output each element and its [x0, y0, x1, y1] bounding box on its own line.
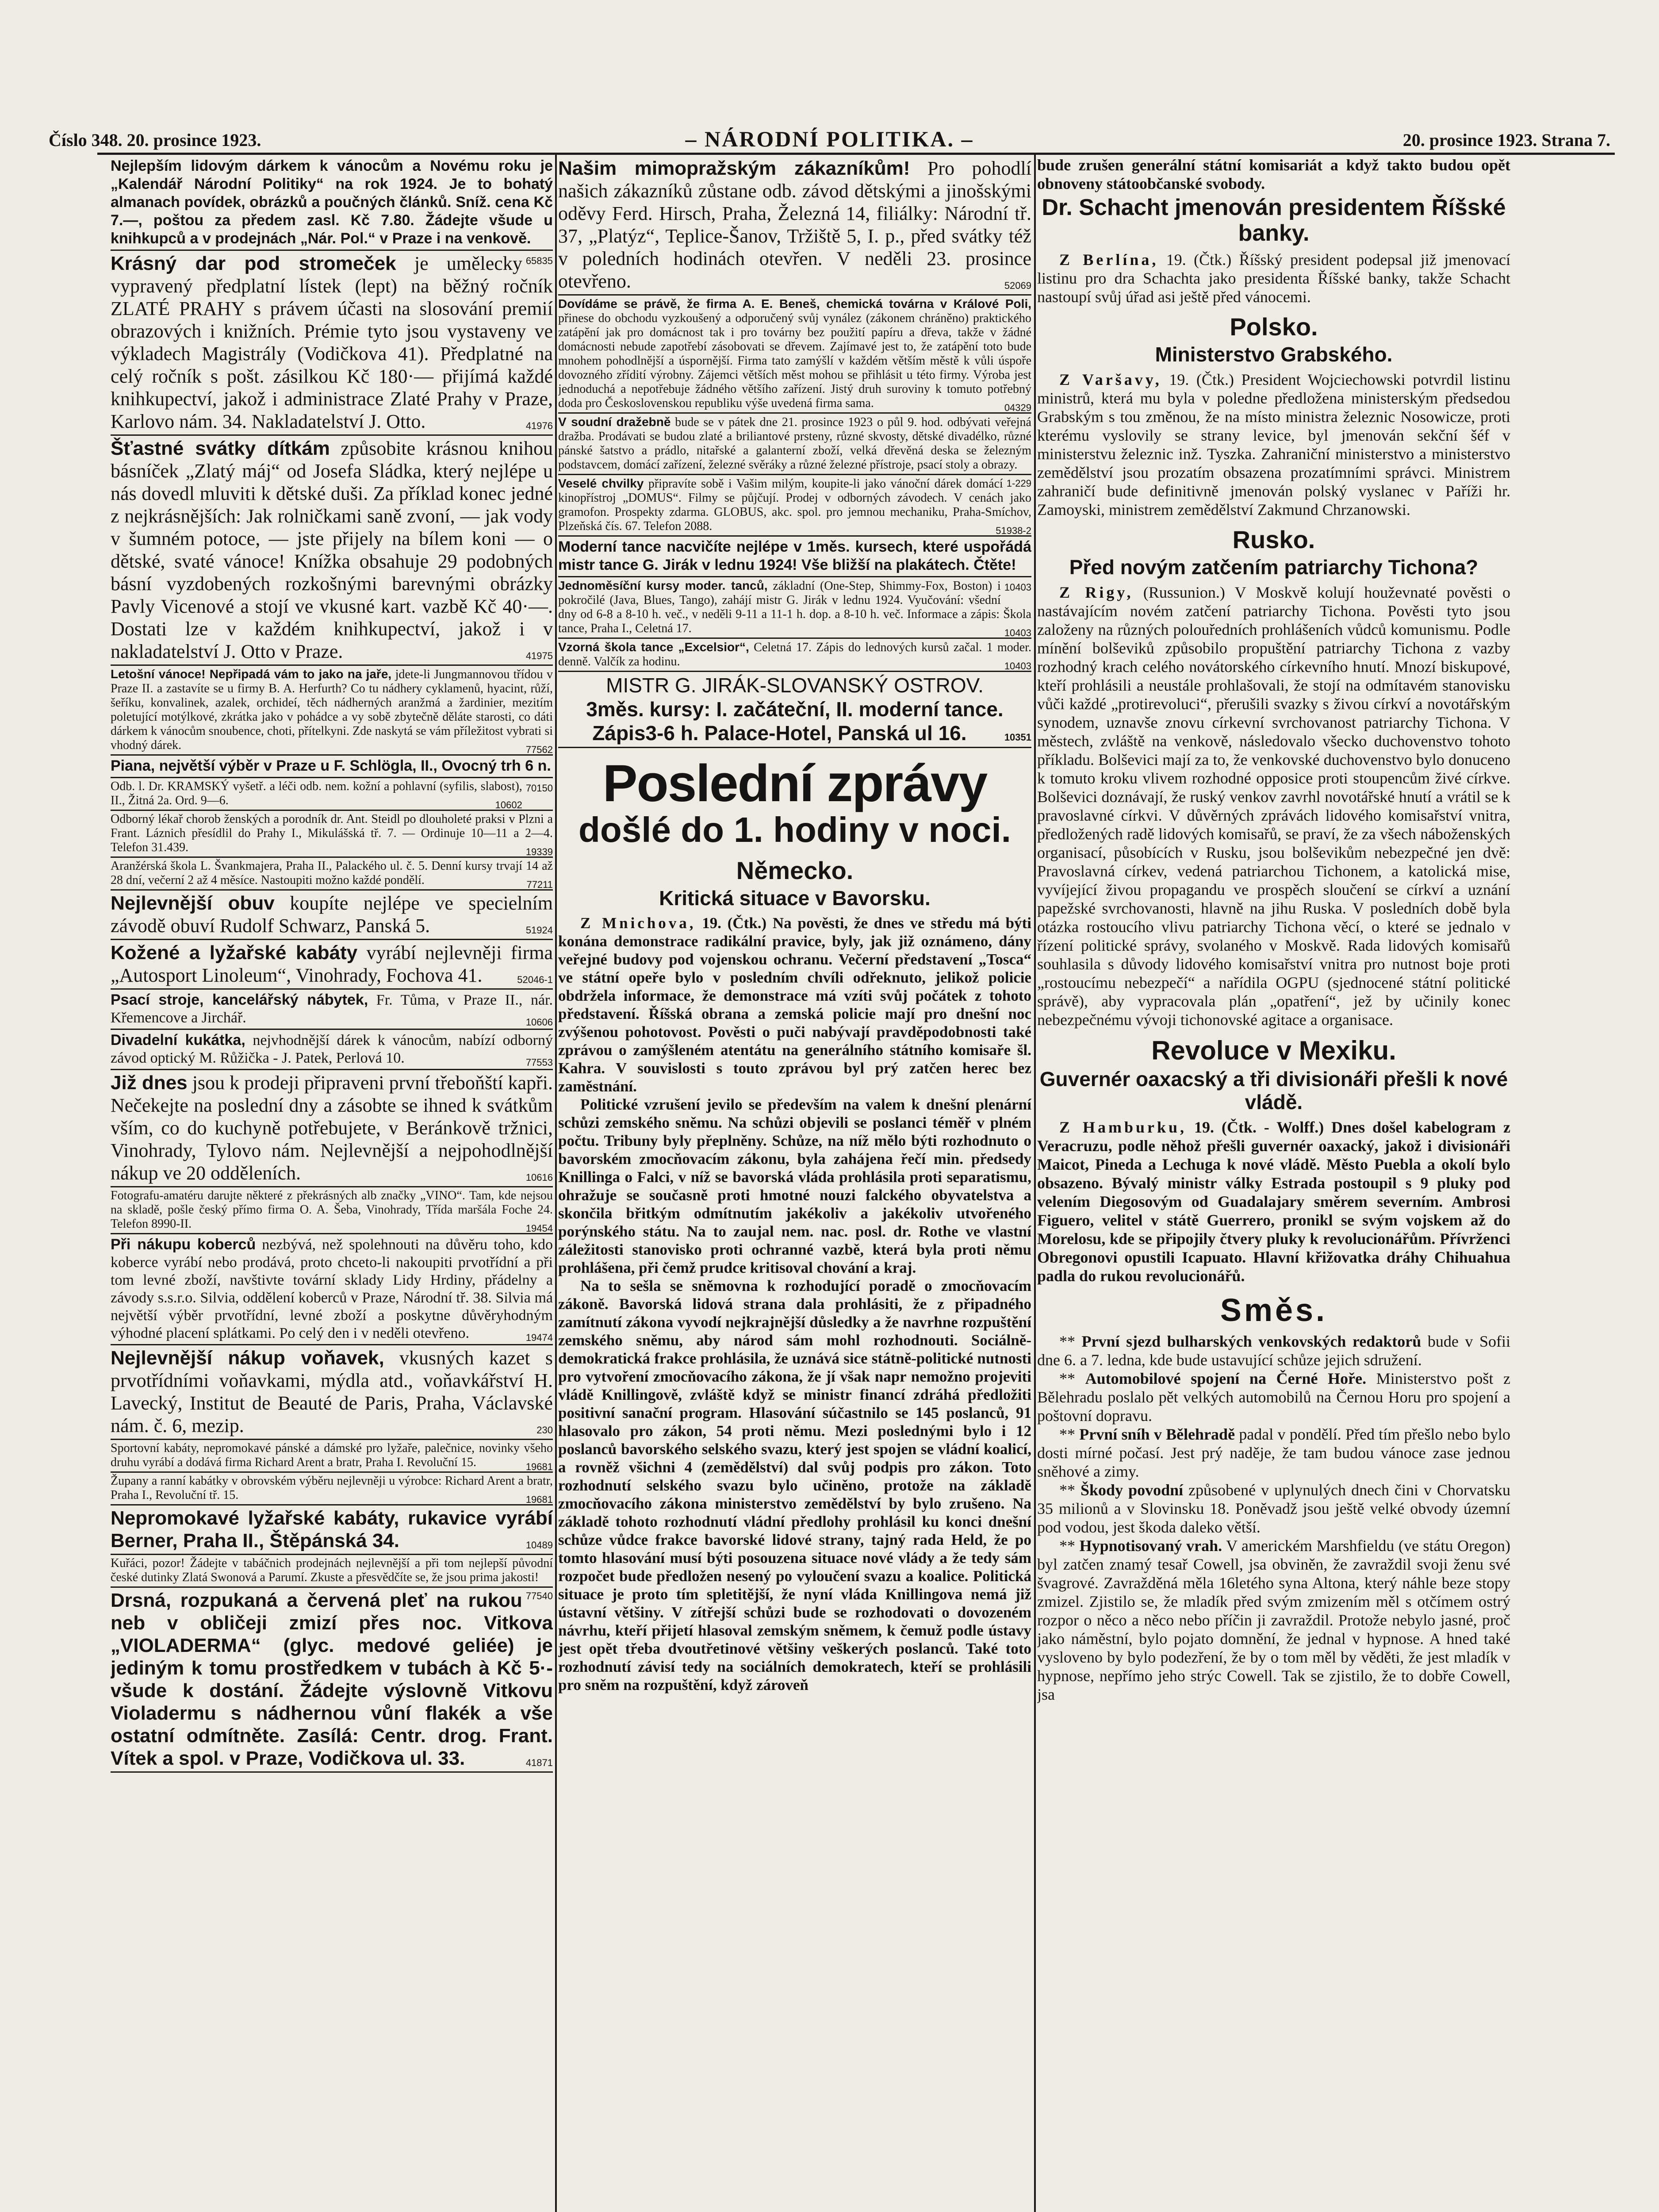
continued-paragraph: bude zrušen generální státní komisariát a když takto budou opět obnoveny státoobčanské svobody.: [1037, 156, 1510, 192]
paragraph-mexico: Z Hamburku, 19. (Čtk. - Wolff.) Dnes došel kabelogram z Veracruzu, podle něhož přešli guvernér oaxacký, jakož i divisionáři Maicot, Pineda a Lechuga k nové vládě. Město Puebla a okolí bylo obsazeno. Bývalý ministr války Estrada postoupil s 9 pluky pod velením Diegosovým od Guadalajary směrem severním. Ambrosi Figuero, velitel v státě Guerrero, pronikl se svým vojskem až do Morelosu, kde se připojily čtvery pluky k revolucionářům. Přívrženci Obregonovi opustili Icapuato. Hlavní křižovatka dráhy Chihuahua padla do rukou revolucionářů.: [1037, 1118, 1510, 1285]
page-info: 20. prosince 1923. Strana 7.: [1402, 130, 1610, 150]
ad-berner: Nepromokavé lyžařské kabáty, rukavice vyrábí Berner, Praha II., Štěpánská 34. 10489: [111, 1505, 553, 1555]
ad-piana: Piana, největší výběr v Praze u F. Schlögla, II., Ovocný trh 6 n. 70150: [111, 756, 553, 778]
article-title-bavaria: Kritická situace v Bavorsku.: [659, 887, 931, 910]
ad-psaci-stroje: Psací stroje, kancelářský nábytek, Fr. Tůma, v Praze II., nár. Křemencove a Jirchář. 10606: [111, 990, 553, 1030]
ad-sportovni-kabaty: Sportovní kabáty, nepromokavé pánské a dámské pro lyžaře, palečnice, novinky všeho druhu vyrábí a dodává firma Richard Arent a bratr, Praha I. Revoluční 15. 19681: [111, 1440, 553, 1473]
smes-item-2: ** Automobilové spojení na Černé Hoře. Ministerstvo pošt z Bělehradu poslalo pět velkých automobilů na Černou Horu pro spojení a poštovní dopravu.: [1037, 1370, 1510, 1425]
ad-zupany: Župany a ranní kabátky v obrovském výběru nejlevněji u výrobce: Richard Arent a bratr, Praha I., Revoluční tř. 15. 19681: [111, 1473, 553, 1505]
ad-kramsky: Odb. l. Dr. KRAMSKÝ vyšetř. a léči odb. nem. kožní a pohlavní (syfilis, slabost), II., Žitná 2a. Ord. 9—6. 10602: [111, 778, 553, 811]
country-heading-russia: Rusko.: [1232, 526, 1315, 553]
paragraph-grabski: Z Varšavy, 19. (Čtk.) President Wojciechowski potvrdil listinu ministrů, která mu byla v poledne předložena ministerským předsedou Grabským s tou změnou, že na místo ministra železnic Nosowicze, proti kterému vyslovily se strany levice, byl jmenován sekční šéf v ministerstvu železnic inž. Tyszka. Zahraniční ministerstvo a ministerstvo zemědělství jsou prozatím obsazena prozatímními správci. Ministrem zahraničí bude definitivně jmenován polský vyslanec v Paříži hr. Zamoyski, ministrem zemědělství Zakmund Chrzanowski.: [1037, 371, 1510, 518]
ad-kapri: Již dnes jsou k prodeji připraveni první třeboňští kapři. Nečekejte na poslední dny a zásobte se ihned k svátkům vším, co do kuchyně potřebujete, v Beránkově tržnici, Vinohrady, Tylovo nám. Nejlevnější a nejpohodlnější nákup ve 20 odděleních. 10616: [111, 1070, 553, 1187]
ad-jirak-slovansky-ostrov: MISTR G. JIRÁK-SLOVANSKÝ OSTROV. 3měs. kursy: I. začáteční, II. moderní tance. Zápis3-6 h. Palace-Hotel, Panská ul 16. 10351: [558, 672, 1031, 748]
smes-item-4: ** Škody povodní způsobené v uplynulých dnech čini v Chorvatsku 35 milionů a v Slovinsku 18. Poněvadž jsou ještě velké obvody územní pod vodou, jest škoda daleko větší.: [1037, 1481, 1510, 1536]
heading-grabski: Ministerstvo Grabského.: [1155, 343, 1393, 366]
ad-herfurth: Letošní vánoce! Nepřipadá vám to jako na jaře, jdete-li Jungmannovou třídou v Praze II. a zastavíte se u firmy B. A. Herfurth? Co tu nádhery cyklamenů, hyacint, růží, šeříku, konvalinek, azalek, orchideí, těch nádherných aranžmá a žardinier, mezitím poletující motýlkové, zkrátka jako v pohádce a vy sobě zbytečně děláte starosti, co dáti dárkem k vánocům snoubence, choti, přítelkyni. Zde naskytá se vám příležitost vybrati si vhodný dárek. 77562: [111, 666, 553, 756]
heading-tichon: Před novým zatčením patriarchy Tichona?: [1069, 556, 1479, 579]
smes-item-1: ** První sjezd bulharských venkovských redaktorů bude v Sofii dne 6. a 7. ledna, kde bude ustavující schůze jejich sdružení.: [1037, 1333, 1510, 1369]
column-3: [1037, 156, 1510, 2212]
article-paragraph-1: Z Mnichova, 19. (Čtk.) Na pověsti, že dnes ve středu má býti konána demonstrace radikální pravice, byly, jak již oznámeno, dány veřejné budovy pod vojenskou ochranu. Večerní představení „Tosca“ ve státní opeře bylo v posledním chvíli odřeknuto, jelikož policie obdržela informace, že demonstrace má vzíti svůj počátek z tohoto představení. Říšská obrana a zemská policie mají pro dnešní noc zvýšenou pohotovost. Pověsti o puči nabývají pravděpodobnosti také zprávou o zamýšleném atentátu na generálního státního komisaře šl. Kahra. V souvislosti s touto zprávou byl prý zatčen herec bez zaměstnání.: [558, 914, 1031, 1095]
ad-benes: Dovídáme se právě, že firma A. E. Beneš, chemická továrna v Králové Poli, přinese do obchodu vyzkoušený a odporučený svůj vynález (zákonem chráněno) praktického zatápění jak pro domácnost tak i pro továrny bez použití papíru a dřeva, takže v žádné domácnosti nebude zapotřebí zásobovati se dřevem. Zajímavé jest to, že zatápění toto bude mnohem pohodlnější a úspornější. Firma tato zamýšlí v každém větším městě k vůli úspoře dovozného zřídití výrobny. Zájemci větších měst mohou se přihlásit u této firmy. Výroba jest jednoduchá a nepotřebuje žádného většího zařízení. Jistý druh suroviny k tomuto potřebný doda pro Československou republiku výše uvedená firma sama. 04329: [558, 296, 1031, 414]
ad-hirsch: Našim mimopražským zákazníkům! Pro pohodlí našich zákazníků zůstane odb. závod dětskými a jinošskými oděvy Ferd. Hirsch, Praha, Železná 14, filiálky: Národní tř. 37, „Platýz“, Teplice-Šanov, Tržiště 5, I. p., před svátky též v poledních hodinách otevřen. V neděli 23. prosince otevřeno. 52069: [558, 156, 1031, 296]
ad-vonavky: Nejlevnější nákup voňavek, vkusných kazet s prvotřídními voňavkami, mýdla atd., voňavkářství H. Lavecký, Institut de Beauté de Paris, Praha, Václavské nám. č. 6, mezip. 230: [111, 1345, 553, 1440]
ad-zlaty-maj: Šťastné svátky dítkám způsobite krásnou knihou básníček „Zlatý máj“ od Josefa Sládka, který nejlépe u nás dovedl mluviti k dětské duši. Za příklad konec jedné z nejkrásnějších: Jak rolničkami saně zvoní, — jak vody v šumném potoce, — jste přijely na bílem koni — o dětské, svaté vánoce! Knížka obsahuje 29 podobných básní vyzdobených rozkošnými barevnými obrázky Pavly Vicenové a stojí ve vkusné kart. vazbě Kč 40·—. Dostati lze v každém knihkupectví, jakož i v nakladatelství J. Otto v Praze. 41975: [111, 436, 553, 666]
ad-koberce: Při nákupu koberců nezbývá, než spolehnouti na důvěru toho, kdo koberce vyrábí nebo prodává, proto chceto-li nakoupiti prvotřídní a při tom levné zboží, navštivte tovární sklady Lidy Hrdiny, přádelny a závody s.s.r.o. Silvia, oddělení koberců v Praze, Národní tř. 38. Silvia má největší výběr prvotřídní, levné zboží a poskytne důvěryhodným výhodné placení splátkami. Po celý den i v neděli otevřeno. 19474: [111, 1234, 553, 1345]
ad-calendar: Nejlepším lidovým dárkem k vánocům a Novému roku je „Kalendář Národní Politiky“ na rok 1924. Je to bohatý almanach povídek, obrázků a poučných článků. Sníž. cena Kč 7.—, poštou za předem zasl. Kč 7.80. Žádejte všude u knihkupců a v prodejnách „Nár. Pol.“ v Praze i na venkově. 65835: [111, 156, 553, 251]
ad-domus: Veselé chvilky připravíte sobě i Vašim milým, koupite-li jako vánoční dárek domácí kinopřístroj „DOMUS“. Filmy se půjčují. Prodej v odborných závodech. V cenách jako gramofon. Prospekty zdarma. GLOBUS, akc. spol. pro jemnou mechaniku, Praha-Smíchov, Plzeňská čís. 67. Telefon 2088. 51938-2: [558, 475, 1031, 537]
ad-drazebna: V soudní dražebně bude se v pátek dne 21. prosince 1923 o půl 9. hod. odbývati veřejná dražba. Prodávati se budou zlaté a briliantové prsteny, různé skvosty, dětské divadélko, různé pánské šatstvo a prádlo, nitařské a galanterní zboží, velká dřevěná deska se železným podstavcem, domácí zařízení, železné svěráky a různé železné přístroje, psací stoly a obrazy. 1-229: [558, 414, 1031, 475]
column-rule-2: [1034, 153, 1036, 2212]
latest-news-subtitle: došlé do 1. hodiny v noci.: [579, 810, 1011, 849]
ad-zlata-praha: Krásný dar pod stromeček je umělecky vypravený předplatní lístek (lept) na běžný ročník ZLATÉ PRAHY s právem účasti na slosování premií obrazových i knižních. Prémie tyto jsou vystaveny ve výkladech Magistrály (Vodičkova 41). Předplatné na celý ročník s pošt. zásilkou Kč 180·— přijímá každé knihkupectví, jakož i administrace Zlaté Prahy v Praze, Karlovo nám. 34. Nakladatelství J. Otto. 41976: [111, 251, 553, 436]
subheading-mexico: Guvernér oaxacský a tři divisionáři přešli k nové vládě.: [1039, 1068, 1508, 1114]
header-rule: [97, 153, 1615, 155]
ad-fotografu: Fotografu-amatéru darujte některé z překrásných alb značky „VINO“. Tam, kde nejsou na skladě, pošle český přímo firma O. A. Šeba, Vinohrady, Třída maršála Foche 24. Telefon 8990-II. 19454: [111, 1187, 553, 1234]
country-heading-poland: Polsko.: [1230, 313, 1318, 341]
column-1-advertisements: [111, 156, 553, 2212]
ad-kukatka: Divadelní kukátka, nejvhodnější dárek k vánocům, nabízí odborný závod optický M. Růžička - J. Patek, Perlová 10. 77553: [111, 1030, 553, 1070]
ad-kabaty: Kožené a lyžařské kabáty vyrábí nejlevněji firma „Autosport Linoleum“, Vinohrady, Fochova 41. 52046-1: [111, 940, 553, 990]
ad-tance-2: Jednoměsíční kursy moder. tanců, základní (One-Step, Shimmy-Fox, Boston) i pokročilé (Java, Blues, Tango), zahájí mistr G. Jirák v lednu 1924. Vyučování: všední dny od 6-8 a 8-10 h. več., v neděli 9-11 a 11-1 h. dop. a 8-10 h. več. Informace a zápis: Škola tance, Praha I., Celetná 17. 10403: [558, 577, 1031, 639]
article-paragraph-2: Politické vzrušení jevilo se především na valem k dnešní plenární schůzi zemského sněmu. Na schůzi objevili se poslanci téměř v plném počtu. Tribuny byly přeplněny. Schůze, na níž mělo býti rozhodnuto o bavorském zmocňovacím zákonu, byla zahájena řečí min. předsedy Knillinga o Falci, v níž se bavorská vláda prohlásila proti separatismu, ohražuje se současně proti hmotné nouzi falckého obyvatelstva a skončila břitkým odmítnutím jakékoliv a jakékoliv utvořeného porýnského státu. Na to zaujal nem. nac. posl. dr. Rothe ve vlastní záležitosti stanovisko proti ochranné vazbě, která byla proti němu prohlášena, při čemž prudce kritisoval chování a kraj.: [558, 1096, 1031, 1276]
latest-news-title: Poslední zprávy: [602, 754, 987, 813]
paragraph-schacht: Z Berlína, 19. (Čtk.) Říšský president podepsal již jmenovací listinu pro dra Schachta jako presidenta Říšské banky, takže Schacht nastoupí svůj úřad asi ještě před vánocemi.: [1037, 251, 1510, 306]
country-heading-germany: Německo.: [736, 856, 854, 884]
article-paragraph-3: Na to sešla se sněmovna k rozhodující poradě o zmocňovacím zákoně. Bavorská lidová strana dala prohlásiti, že z připadného zamítnutí zákona vyvodí nejkrajnější důsledky a že navrhne rozpuštění zemského sněmu, aby národ sám mohl rozhodnouti. Sociálně-demokratická frakce prohlásila, že uznává sice státně-politické nutnosti pro vytvoření zmocňovacího zákona, že jí však napr nemožno projeviti vládě Knillingově, zvláště když se ministr financí zdráhá předložiti positivní sanační program. Hlasování súčastnilo se 145 poslanců, 91 hlasovalo pro zákon, 54 proti němu. Mezi poslednými bylo i 12 poslanců bavorského selského svazu, který jest spojen se vládní koalicí, a rovněž všichni 4 (zemědělství) dal svůj podpis pro zákon. Toto rozhodnutí selského svazu bylo učiněno, protože na základě zmocňovacího zákona ministerstvo zemědělství by bylo zrušeno. Na základě tohoto rozhodnutí vládní předlohy prohlásil ku konci dnešní schůze vůdce frakce bavorské lidové strany, tajný rada Held, že po tomto hlasování musí býti posouzena situace nové vlády a že tedy sám rozpočet bude předložen nesený po vyloučení svazu a koalice. Politická situace je proto tím spletitější, že nyní vláda Knillingova nemá již ústavní většiny. V zítřejší schůzi bude se rozhodovati o dovozeném návrhu, kteří přijetí hlasoval zemským sněmem, k čemuž podle ústavy jest opět třeba dvoutřetinové většiny veškerých poslanců. Také toto rozhodnutí závisí tedy na sociálních demokratech, kteří se prohlásili pro sněm na rozpuštění, když zároveň: [558, 1277, 1031, 1694]
ad-excelsior: Vzorná škola tance „Excelsior“, Celetná 17. Zápis do lednových kursů začal. 1 moder. denně. Valčík za hodinu. 10403: [558, 639, 1031, 672]
heading-mexico: Revoluce v Mexiku.: [1151, 1036, 1396, 1065]
masthead-title: – NÁRODNÍ POLITIKA. –: [685, 127, 974, 151]
heading-smes: Směs.: [1220, 1293, 1328, 1328]
smes-item-5: ** Hypnotisovaný vrah. V americkém Marshfieldu (ve státu Oregon) byl zatčen znamý tesař Cowell, jsa obviněn, že zavraždil svoji ženu své švagrové. Zavražděná měla 16letého syna Altona, který náhle beze stopy zmizel. Zjistilo se, že mladík před svým zmizením měl s otčímem ostrý rozpor o něco a něco nebo příčin ji zavraždil. Protože nebylo jasné, proč jako náměstní, bylo pojato domnění, že jednal v hypnose. A hned také vysloveno by bylo podezření, že by o tom měl by věděti, že jest mladík v hypnose, nepřímo jeho strýc Cowell. Tak se zjistilo, že to dobře Cowell, jsa: [1037, 1537, 1510, 1703]
column-rule-1: [555, 153, 557, 2212]
heading-schacht: Dr. Schacht jmenován presidentem Říšské banky.: [1042, 195, 1506, 246]
ad-kuraci: Kuřáci, pozor! Žádejte v tabáčnich prodejnách nejlevnější a při tom nejlepší původní české dutinky Zlatá Swonová a Parumí. Zkuste a přesvědčíte se, že jsou prima jakosti! 77540: [111, 1555, 553, 1588]
smes-item-3: ** První sníh v Bělehradě padal v pondělí. Před tím přešlo nebo bylo dosti mírné počasí. Jest prý naděje, že tam budou vánoce zase jednou sněhové a zimy.: [1037, 1425, 1510, 1480]
ad-tance-1: Moderní tance nacvičíte nejlépe v 1měs. kursech, které uspořádá mistr tance G. Jirák v lednu 1924! Vše bližší na plakátech. Čtěte! 10403: [558, 537, 1031, 577]
ad-obuv: Nejlevnější obuv koupíte nejlépe ve specielním závodě obuví Rudolf Schwarz, Panská 5. 51924: [111, 891, 553, 940]
ad-violaderma: Drsná, rozpukaná a červená pleť na rukou neb v obličeji zmizí přes noc. Vitkova „VIOLADERMA“ (glyc. medové geliée) je jediným k tomu prostředkem v tubách à Kč 5·- všude k dostání. Žádejte výslovně Vitkovu Violadermu s nádhernou vůní flakék a vše ostatní odmítněte. Zasílá: Centr. drog. Frant. Vítek a spol. v Praze, Vodičkova ul. 33. 41871: [111, 1588, 553, 1773]
ad-svankmajer: Aranžérská škola L. Švankmajera, Praha II., Palackého ul. č. 5. Denní kursy trvají 14 až 28 dní, večerní 2 až 4 měsíce. Nastoupiti možno každé pondělí. 77211: [111, 858, 553, 891]
column-2: [558, 156, 1031, 2212]
ad-steidl: Odborný lékař chorob ženských a porodník dr. Ant. Steidl po dlouholeté praksi v Plzni a Frant. Láznich přesídlil do Prahy I., Mikulášská tř. 7. — Ordinuje 10—11 a 2—4. Telefon 31.439. 19339: [111, 811, 553, 858]
paragraph-tichon: Z Rigy, (Russunion.) V Moskvě kolují houževnaté pověsti o nastávajícím novém zatčení patriarchy Tichona. Pověsti tyto jsou založeny na různých polouředních prohlášeních vůdců komunismu. Podle mínění bolševiků způsobilo propuštění patriarchy Tichona z vazby rozhodný krach celého novátorského církevního hnutí. Mnozí biskupové, kteří prohlásili a neustále prohlašovali, že stojí na odmítavém stanovisku vůči každé „protirevoluci“, přerušili svazky s živou církví a novotářským synodem, uznavše znovu církevní svrchovanost patriarchy Tichona. V městech, zvláště na venkově, následovalo všecko duchovenstvo tohoto příkladu. Bolševici mají za to, že venkovské duchovenstvo bylo donuceno k tomuto kroku vlivem rozhodné opposice proti stoupencům živé církve. Bolševici doznávají, že ruský venkov zavrhl novotářské hnutí a vrátil se k pravoslavné církvi. V důvěrných zprávách lidového komisařství vnitra, předložených radě lidových komisařů, se praví, že za všech náboženských organisací, působících v Rusku, jsou bolševikům nebezpečné jen dvě: Pravoslavná církev, vedená patriarchou Tichonem, a katolická mise, vyvíjející živou propagandu ve prospěch sloučení se církví a uznání papežské svrchovanosti, hlavně na jihu Ruska. V posledních době byla otázka rostoucího vlivu patriarchy Tichona věcí, o které se jednalo v řízení politické správy, svolaného v Moskvě. Rada lidových komisařů souhlasila s důvody lidového komisařství vnitra pro nutnost boje proti „rostoucímu nebezpečí“ a nařídila OGPU (sjednocené státní politické správě), aby vypracovala plán „opatření“, jež by učinily konec nebezpečnému vývoji tichonovské agitace a organisace.: [1037, 584, 1510, 1029]
issue-info: Číslo 348. 20. prosince 1923.: [49, 130, 261, 150]
